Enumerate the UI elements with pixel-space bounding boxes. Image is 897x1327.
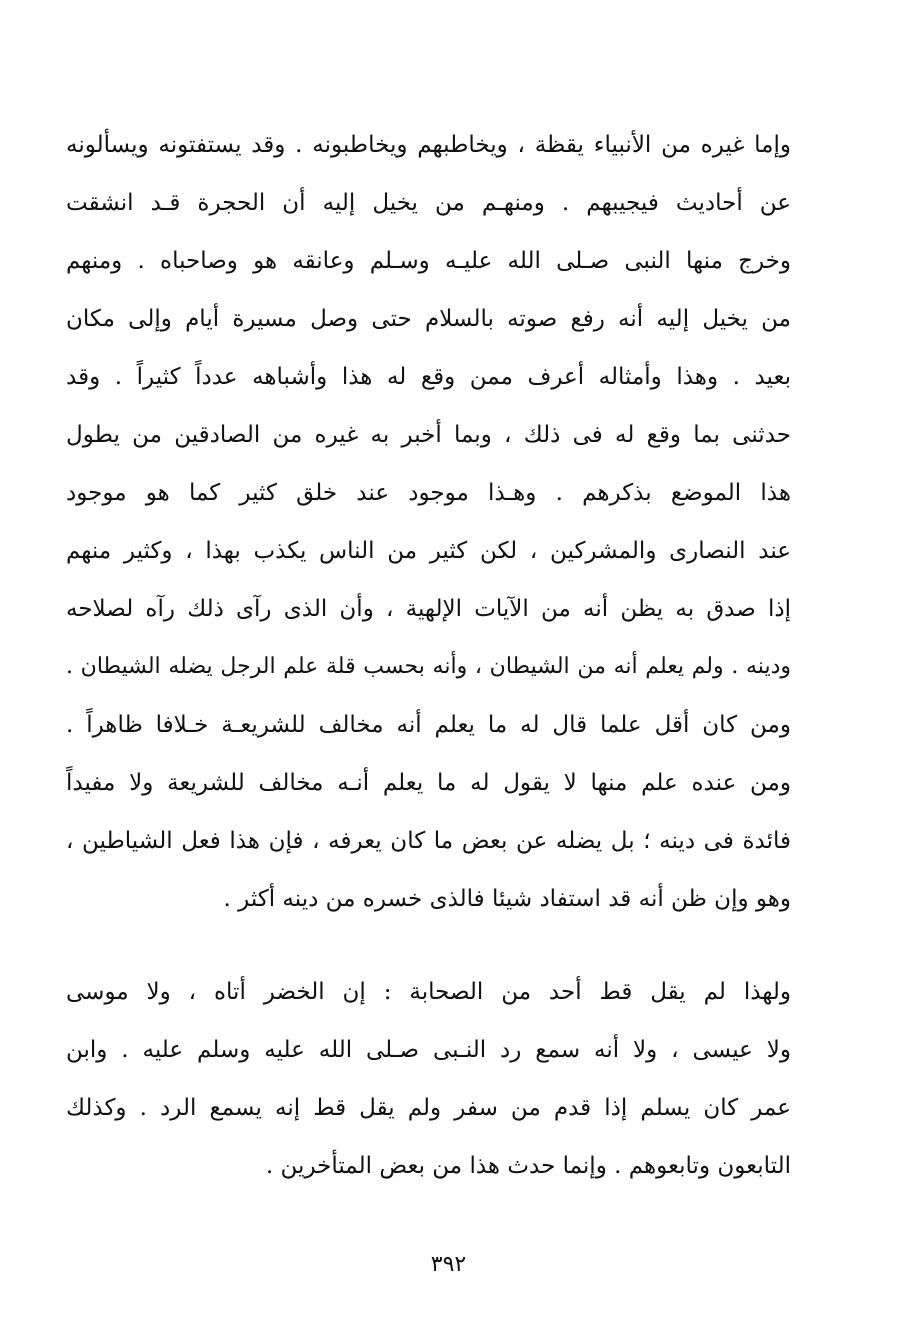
text-line: بعيد . وهذا وأمثاله أعرف ممن وقع له هذا وأشباهه عدداً كثيراً . وقد: [66, 364, 791, 390]
text-line: وخرج منها النبى صـلى الله عليـه وسـلم وعانقه هو وصاحباه . ومنهم: [66, 248, 791, 274]
text-line: عن أحاديث فيجيبهم . ومنهـم من يخيل إليه أن الحجرة قـد انشقت: [66, 190, 791, 216]
text-line: ولا عيسى ، ولا أنه سمع رد النـبى صـلى الله عليه وسلم عليه . وابن: [66, 1037, 791, 1063]
text-line: التابعون وتابعوهم . وإنما حدث هذا من بعض المتأخرين .: [265, 1153, 791, 1179]
text-line: عمر كان يسلم إذا قدم من سفر ولم يقل قط إنه يسمع الرد . وكذلك: [66, 1095, 791, 1121]
text-line: ولهذا لم يقل قط أحد من الصحابة : إن الخضر أتاه ، ولا موسى: [66, 979, 791, 1005]
text-line: وإما غيره من الأنبياء يقظة ، ويخاطبهم ويخاطبونه . وقد يستفتونه ويسألونه: [66, 132, 791, 158]
text-line: هذا الموضع بذكرهم . وهـذا موجود عند خلق كثير كما هو موجود: [66, 480, 791, 506]
text-line: ومن كان أقل علما قال له ما يعلم أنه مخالف للشريعـة خـلافا ظاهراً .: [66, 712, 791, 738]
text-line: ودينه . ولم يعلم أنه من الشيطان ، وأنه بحسب قلة علم الرجل يضله الشيطان .: [66, 654, 791, 679]
text-line: من يخيل إليه أنه رفع صوته بالسلام حتى وصل مسيرة أيام وإلى مكان: [66, 306, 791, 332]
text-line: فائدة فى دينه ؛ بل يضله عن بعض ما كان يعرفه ، فإن هذا فعل الشياطين ،: [66, 828, 791, 854]
text-line: عند النصارى والمشركين ، لكن كثير من الناس يكذب بهذا ، وكثير منهم: [66, 538, 791, 564]
text-line: حدثنى بما وقع له فى ذلك ، وبما أخبر به غيره من الصادقين من يطول: [66, 422, 791, 448]
text-line: وهو وإن ظن أنه قد استفاد شيئا فالذى خسره من دينه أكثر .: [223, 886, 791, 912]
text-line: ومن عنده علم منها لا يقول له ما يعلم أنـه مخالف للشريعة ولا مفيداً: [66, 770, 791, 796]
text-line: إذا صدق به يظن أنه من الآيات الإلهية ، وأن الذى رآى ذلك رآه لصلاحه: [66, 596, 791, 622]
page-number: ٣٩٢: [430, 1252, 467, 1277]
paragraph-1: [66, 116, 791, 928]
paragraph-2: [66, 963, 791, 1195]
